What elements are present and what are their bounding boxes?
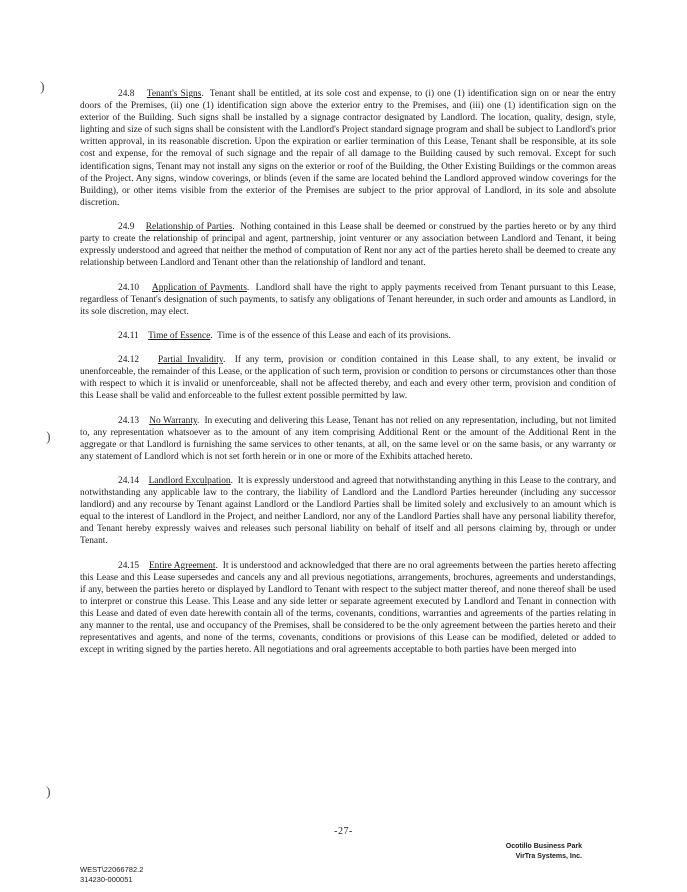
section-number: 24.10 (118, 282, 140, 293)
margin-bracket-mark: ) (46, 785, 51, 800)
section-heading: Partial Invalidity (157, 355, 223, 366)
matter-number: 314230-000051 (80, 875, 133, 884)
tenant-name: VirTra Systems, Inc. (515, 853, 582, 860)
section-text: Landlord shall have the right to apply payments received from Tenant pursuant to this Lease, regardless of Tenant's designation of such payments, to satisfy any obligations of Tenant hereunder, in such order and amounts as Landlord, in its sole discretion, may elect. (80, 282, 617, 317)
section-24-12: 24.12 Partial Invalidity. If any term, provision or condition contained in this Lease shall, to any extent, be invalid or unenforceable, the remainder of this Lease, or the application of such term, provision or condition to persons or circumstances other than those with respect to which it is invalid or unenforceable, shall not be affected thereby, and each and every other term, provision and condition of this Lease shall be valid and enforceable to the fullest extent possible permitted by law. (80, 355, 616, 402)
section-24-9: 24.9 Relationship of Parties. Nothing contained in this Lease shall be deemed or construed by the parties hereto or by any third party to create the relationship of principal and agent, partnership, joint venturer or any association between Landlord and Tenant, it being expressly understood and agreed that neither the method of computation of Rent nor any act of the parties hereto shall be deemed to create any relationship between Landlord and Tenant other than the relationship of landlord and tenant. (80, 222, 617, 269)
section-number: 24.11 (118, 330, 139, 341)
section-24-8: 24.8 Tenant's Signs. Tenant shall be entitled, at its sole cost and expense, to (i) one (1) identification sign on or near the entry doors of the Premises, (ii) one (1) identification sign above the exterior entry to the Premises, and (iii) one (1) identification sign on the exterior of the Building. Such signs shall be installed by a signage contractor designated by Landlord. The location, quality, design, style, lighting and size of such signs shall be consistent with the Landlord's Project standard signage program and shall be subject to Landlord's prior written approval, in its reasonable discretion. Upon the expiration or earlier termination of this Lease, Tenant shall be responsible, at its sole cost and expense, for the removal of such signage and the repair of all damage to the Building caused by such removal. Except for such identification signs, Tenant may not install any signs on the exterior or roof of the Building, the Other Existing Buildings or the common areas of the Project. Any signs, window coverings, or blinds (even if the same are located behind the Landlord approved window coverings for the Building), or other items visible from the exterior of the Premises are subject to the prior approval of Landlord, in its sole and absolute discretion. (80, 89, 616, 208)
section-text: Tenant shall be entitled, at its sole cost and expense, to (i) one (1) identification sign on or near the entry doors of the Premises, (ii) one (1) identification sign above the exterior entry to the Premises, and (iii) one (1) identification sign on the exterior of the Building. Such signs shall be installed by a signage contractor designated by Landlord. The location, quality, design, style, lighting and size of such signs shall be consistent with the Landlord's Project standard signage program and shall be subject to Landlord's prior written approval, in its reasonable discretion. Upon the expiration or earlier termination of this Lease, Tenant shall be responsible, at its sole cost and expense, for the removal of such signage and the repair of all damage to the Building caused by such removal. Except for such identification signs, Tenant may not install any signs on the exterior or roof of the Building, the Other Existing Buildings or the common areas of the Project. Any signs, window coverings, or blinds (even if the same are located behind the Landlord approved window coverings for the Building), or other items visible from the exterior of the Premises are subject to the prior approval of Landlord, in its sole and absolute discretion. (80, 89, 616, 208)
footer-property-block (506, 842, 582, 862)
section-number: 24.13 (118, 415, 140, 426)
section-24-11: 24.11 Time of Essence. Time is of the essence of this Lease and each of its provisions. (118, 330, 451, 341)
section-number: 24.8 (118, 89, 135, 99)
section-number: 24.14 (118, 476, 140, 486)
section-24-13: 24.13 No Warranty. In executing and delivering this Lease, Tenant has not relied on any representation, including, but not limited to, any representation whatsoever as to the amount of any item comprising Additional Rent or the amount of the Additional Rent in the aggregate or that Landlord is furnishing the same services to other tenants, at all, on the same level or on the same basis, or any warranty or any statement of Landlord which is not set forth herein or in one or more of the Exhibits attached hereto. (80, 415, 617, 462)
section-text: Time is of the essence of this Lease and each of its provisions. (217, 330, 451, 341)
lease-body (80, 88, 616, 669)
section-number: 24.15 (118, 560, 140, 571)
section-heading: Tenant's Signs (146, 89, 202, 99)
margin-bracket-mark: ) (46, 430, 51, 445)
section-24-14: 24.14 Landlord Exculpation. It is expressly understood and agreed that notwithstanding anything in this Lease to the contrary, and notwithstanding any applicable law to the contrary, the liability of Landlord and the Landlord Parties hereunder (including any successor landlord) and any recourse by Tenant against Landlord or the Landlord Parties shall be limited solely and exclusively to an amount which is equal to the interest of Landlord in the Project, and neither Landlord, nor any of the Landlord Parties shall have any personal liability therefor, and Tenant hereby expressly waives and releases such personal liability on behalf of itself and all persons claiming by, through or under Tenant. (80, 476, 617, 547)
footer-doc-id-block (80, 865, 143, 885)
property-name: Ocotillo Business Park (505, 843, 582, 850)
section-heading: Landlord Exculpation (148, 476, 231, 486)
section-text: If any term, provision or condition contained in this Lease shall, to any extent, be invalid or unenforceable, the remainder of this Lease, or the application of such term, provision or condition to persons or circumstances other than those with respect to which it is invalid or unenforceable, shall not be affected thereby, and each and every other term, provision and condition of this Lease shall be valid and enforceable to the fullest extent possible permitted by law. (80, 355, 616, 402)
section-number: 24.9 (118, 222, 135, 233)
section-heading: Application of Payments (151, 282, 247, 293)
section-heading: Entire Agreement (148, 560, 216, 571)
section-text: Nothing contained in this Lease shall be deemed or construed by the parties hereto or by any third party to create the relationship of principal and agent, partnership, joint venturer or any association between Landlord and Tenant, it being expressly understood and agreed that neither the method of computation of Rent nor any act of the parties hereto shall be deemed to create any relationship between Landlord and Tenant other than the relationship of landlord and tenant. (80, 222, 617, 269)
margin-bracket-mark: ) (40, 80, 45, 95)
section-text: It is expressly understood and agreed that notwithstanding anything in this Lease to the contrary, and notwithstanding any applicable law to the contrary, the liability of Landlord and the Landlord Parties hereunder (including any successor landlord) and any recourse by Tenant against Landlord or the Landlord Parties shall be limited solely and exclusively to an amount which is equal to the interest of Landlord in the Project, and neither Landlord, nor any of the Landlord Parties shall have any personal liability therefor, and Tenant hereby expressly waives and releases such personal liability on behalf of itself and all persons claiming by, through or under Tenant. (80, 476, 617, 547)
section-24-10: 24.10 Application of Payments. Landlord shall have the right to apply payments received from Tenant pursuant to this Lease, regardless of Tenant's designation of such payments, to satisfy any obligations of Tenant hereunder, in such order and amounts as Landlord, in its sole discretion, may elect. (80, 282, 617, 317)
document-id: WEST\22066782.2 (80, 865, 144, 874)
section-text: In executing and delivering this Lease, Tenant has not relied on any representation, including, but not limited to, any representation whatsoever as to the amount of any item comprising Additional Rent or the amount of the Additional Rent in the aggregate or that Landlord is furnishing the same services to other tenants, at all, on the same level or on the same basis, or any warranty or any statement of Landlord which is not set forth herein or in one or more of the Exhibits attached hereto. (80, 415, 617, 462)
page-number: -27- (334, 826, 353, 837)
section-heading: Time of Essence (148, 330, 211, 341)
section-number: 24.12 (118, 355, 140, 366)
section-heading: Relationship of Parties (145, 222, 233, 233)
section-text: It is understood and acknowledged that there are no oral agreements between the parties hereto affecting this Lease and this Lease supersedes and cancels any and all previous negotiations, arrangements, brochures, agreements and understandings, if any, between the parties hereto or displayed by Landlord to Tenant with respect to the subject matter thereof, and none thereof shall be used to interpret or construe this Lease. This Lease and any side letter or separate agreement executed by Landlord and Tenant in connection with this Lease and dated of even date herewith contain all of the terms, covenants, conditions, warranties and agreements of the parties relating in any manner to the rental, use and occupancy of the Premises, shall be considered to be the only agreement between the parties hereto and their representatives and agents, and none of the terms, covenants, conditions or provisions of this Lease can be modified, deleted or added to except in writing signed by the parties hereto. All negotiations and oral agreements acceptable to both parties have been merged into (80, 560, 617, 656)
section-heading: No Warranty (149, 415, 198, 426)
section-24-15: 24.15 Entire Agreement. It is understood and acknowledged that there are no oral agreements between the parties hereto affecting this Lease and this Lease supersedes and cancels any and all previous negotiations, arrangements, brochures, agreements and understandings, if any, between the parties hereto or displayed by Landlord to Tenant with respect to the subject matter thereof, and none thereof shall be used to interpret or construe this Lease. This Lease and any side letter or separate agreement executed by Landlord and Tenant in connection with this Lease and dated of even date herewith contain all of the terms, covenants, conditions, warranties and agreements of the parties relating in any manner to the rental, use and occupancy of the Premises, shall be considered to be the only agreement between the parties hereto and their representatives and agents, and none of the terms, covenants, conditions or provisions of this Lease can be modified, deleted or added to except in writing signed by the parties hereto. All negotiations and oral agreements acceptable to both parties have been merged into (80, 560, 617, 656)
